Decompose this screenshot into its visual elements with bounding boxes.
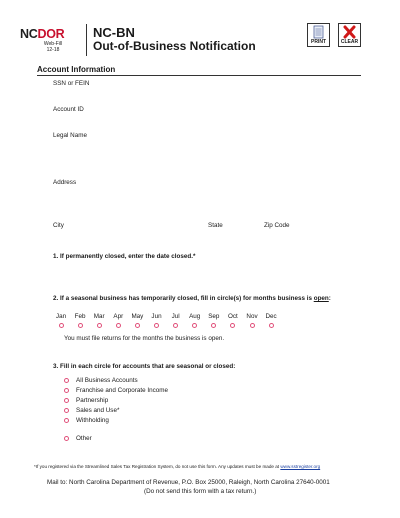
month-circle-jul[interactable]: [173, 323, 178, 328]
form-title: Out-of-Business Notification: [93, 39, 256, 53]
month-circle-mar[interactable]: [97, 323, 102, 328]
city-label: City: [53, 222, 64, 229]
month-circle-oct[interactable]: [230, 323, 235, 328]
month-circle-nov[interactable]: [250, 323, 255, 328]
option-circle-other[interactable]: [64, 436, 69, 441]
month-circle-jun[interactable]: [154, 323, 159, 328]
month-label-oct: Oct: [227, 313, 238, 320]
state-label: State: [208, 222, 223, 229]
account-info-title: Account Information: [37, 65, 116, 74]
account-id-label: Account ID: [53, 106, 84, 113]
option-circle-franchise-and-corporate-income[interactable]: [64, 388, 69, 393]
logo-text-nc: NC: [20, 27, 38, 41]
version-label: 12-18: [46, 47, 60, 53]
option-circle-sales-and-use[interactable]: [64, 408, 69, 413]
question-2-suffix: :: [328, 295, 331, 302]
month-label-dec: Dec: [265, 313, 277, 320]
legal-name-label: Legal Name: [53, 132, 87, 139]
web-fill-label: Web-Fill: [43, 41, 63, 47]
address-label: Address: [53, 179, 77, 186]
option-circle-withholding[interactable]: [64, 418, 69, 423]
month-circle-may[interactable]: [135, 323, 140, 328]
month-circle-jan[interactable]: [59, 323, 64, 328]
months-note: You must file returns for the months the business is open.: [64, 335, 225, 342]
option-circle-partnership[interactable]: [64, 398, 69, 403]
option-label-franchise-and-corporate-income: Franchise and Corporate Income: [76, 387, 169, 394]
month-circle-aug[interactable]: [192, 323, 197, 328]
ssn-fein-label: SSN or FEIN: [53, 80, 90, 87]
month-label-jun: Jun: [151, 313, 162, 320]
question-2-emphasis: open: [313, 295, 329, 302]
option-label-sales-and-use: Sales and Use*: [76, 407, 120, 414]
logo-text-dor: DOR: [37, 27, 65, 41]
zip-code-label: Zip Code: [264, 222, 290, 229]
print-button[interactable]: [307, 23, 330, 47]
clear-button[interactable]: [338, 23, 361, 47]
footer-note-text: *If you registered via the Streamlined Sales Tax Registration System, do not use this form. Any updates must be made at: [34, 464, 281, 469]
month-label-nov: Nov: [246, 313, 258, 320]
section-rule: [37, 75, 361, 76]
question-1-label: 1. If permanently closed, enter the date closed.*: [53, 253, 196, 260]
print-label: PRINT: [311, 39, 326, 45]
form-code: NC-BN: [93, 25, 135, 40]
question-2-label: [53, 295, 331, 302]
footer-note: [34, 464, 320, 469]
ncdor-logo: [20, 27, 64, 41]
option-label-withholding: Withholding: [76, 417, 109, 424]
month-label-may: May: [131, 313, 144, 320]
clear-label: CLEAR: [340, 39, 359, 45]
web-fill-version: [36, 41, 70, 53]
month-label-jul: Jul: [171, 313, 180, 320]
sst-register-link[interactable]: www.sstregister.org: [280, 464, 321, 469]
month-circle-dec[interactable]: [269, 323, 274, 328]
mail-address: Mail to: North Carolina Department of Revenue, P.O. Box 25000, Raleigh, North Carolina 27640-0001: [47, 479, 330, 486]
option-label-partnership: Partnership: [76, 397, 109, 404]
option-circle-all-business-accounts[interactable]: [64, 378, 69, 383]
month-circle-feb[interactable]: [78, 323, 83, 328]
month-label-aug: Aug: [189, 313, 201, 320]
option-label-all-business-accounts: All Business Accounts: [76, 377, 138, 384]
month-label-feb: Feb: [74, 313, 86, 320]
month-label-sep: Sep: [208, 313, 220, 320]
mail-note: (Do not send this form with a tax return.): [144, 488, 257, 495]
question-2-text: 2. If a seasonal business has temporarily closed, fill in circle(s) for months business is: [53, 295, 314, 302]
month-circle-sep[interactable]: [211, 323, 216, 328]
header-divider: [86, 24, 87, 56]
month-label-mar: Mar: [93, 313, 105, 320]
question-3-label: 3. Fill in each circle for accounts that are seasonal or closed:: [53, 363, 236, 370]
option-label-other: Other: [76, 435, 92, 442]
month-circle-apr[interactable]: [116, 323, 121, 328]
month-label-apr: Apr: [113, 313, 124, 320]
month-label-jan: Jan: [55, 313, 67, 320]
